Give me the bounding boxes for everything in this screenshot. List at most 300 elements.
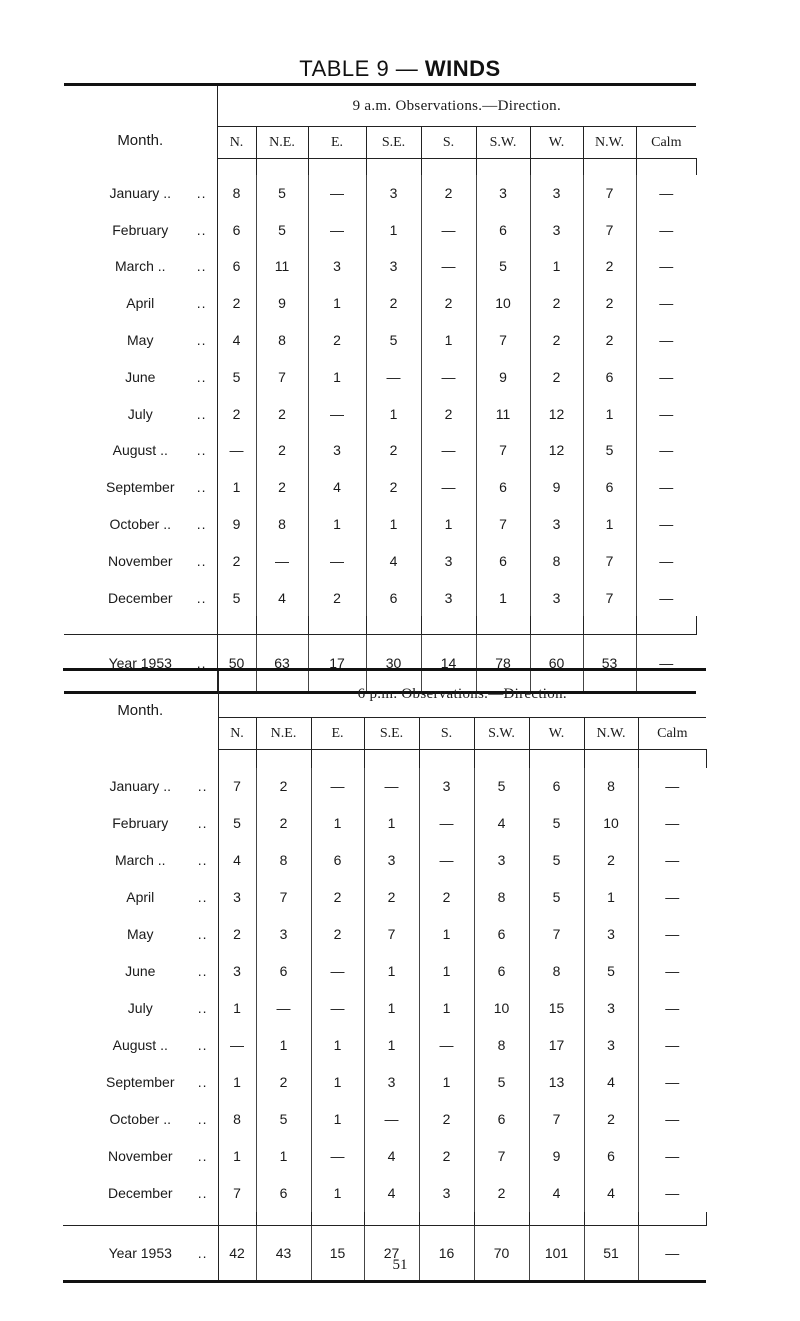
- leader-dots: ..: [197, 1245, 208, 1261]
- value-cell: 5: [529, 842, 584, 879]
- value-cell: 2: [233, 926, 241, 942]
- table-row: [64, 175, 696, 212]
- value-cell: 7: [583, 175, 636, 212]
- value-cell: 50: [217, 634, 256, 692]
- value-cell: 9: [530, 469, 583, 506]
- value-cell: 63: [256, 634, 308, 692]
- value-cell: 6: [311, 842, 364, 879]
- value-cell: —: [638, 1101, 706, 1138]
- value-cell: 7: [476, 432, 530, 469]
- value-cell: 1: [364, 1027, 419, 1064]
- table-row: [64, 358, 696, 395]
- value-cell: —: [636, 358, 696, 395]
- value-cell: 4: [584, 1064, 638, 1101]
- value-cell: 3: [530, 579, 583, 616]
- value-cell: 5: [256, 1101, 311, 1138]
- value-cell: 1: [366, 395, 421, 432]
- value-cell: —: [229, 442, 244, 459]
- leader-dots: ..: [197, 1074, 208, 1090]
- value-cell: —: [638, 1175, 706, 1212]
- value-cell: 2: [232, 295, 241, 312]
- value-cell: 17: [529, 1027, 584, 1064]
- value-cell: 1: [311, 1064, 364, 1101]
- value-cell: 6: [529, 768, 584, 805]
- value-cell: 11: [476, 395, 530, 432]
- value-cell: 3: [308, 248, 366, 285]
- value-cell: 60: [530, 634, 583, 692]
- leader-dots: ..: [196, 221, 207, 238]
- value-cell: 1: [233, 1074, 241, 1090]
- value-cell: 3: [366, 248, 421, 285]
- month-label: February: [112, 815, 169, 831]
- value-cell: —: [636, 469, 696, 506]
- value-cell: 6: [366, 579, 421, 616]
- value-cell: 2: [256, 395, 308, 432]
- value-cell: 8: [530, 542, 583, 579]
- month-cell: [63, 916, 218, 953]
- table-row: [63, 1175, 706, 1212]
- value-cell: 2: [530, 322, 583, 359]
- value-cell: 1: [364, 953, 419, 990]
- value-cell: 7: [583, 579, 636, 616]
- value-cell: 70: [474, 1226, 529, 1282]
- value-cell: 1: [364, 990, 419, 1027]
- value-cell: 8: [233, 1111, 241, 1127]
- value-cell: 7: [583, 542, 636, 579]
- value-cell: 10: [474, 990, 529, 1027]
- value-cell: 2: [256, 432, 308, 469]
- value-cell: 1: [366, 506, 421, 543]
- value-cell: 2: [232, 552, 241, 569]
- leader-dots: ..: [196, 332, 207, 349]
- value-cell: 14: [421, 634, 476, 692]
- value-cell: 2: [421, 285, 476, 322]
- value-cell: 1: [256, 1138, 311, 1175]
- value-cell: 3: [233, 889, 241, 905]
- month-cell: [63, 768, 218, 805]
- value-cell: 3: [584, 990, 638, 1027]
- value-cell: 101: [529, 1226, 584, 1282]
- value-cell: 2: [474, 1175, 529, 1212]
- value-cell: 1: [419, 953, 474, 990]
- column-header: S.E.: [364, 718, 419, 750]
- value-cell: 7: [529, 1101, 584, 1138]
- value-cell: 1: [311, 805, 364, 842]
- value-cell: 4: [256, 579, 308, 616]
- value-cell: 3: [233, 963, 241, 979]
- month-label: September: [106, 1074, 175, 1090]
- value-cell: 6: [474, 916, 529, 953]
- value-cell: —: [256, 990, 311, 1027]
- month-column-header: Month.: [63, 670, 218, 750]
- month-label: January ..: [109, 184, 171, 201]
- month-cell: [63, 1138, 218, 1175]
- spacer-row: [64, 616, 696, 634]
- value-cell: 2: [583, 248, 636, 285]
- leader-dots: ..: [197, 852, 208, 868]
- value-cell: —: [364, 1101, 419, 1138]
- month-label: February: [112, 221, 169, 238]
- value-cell: 3: [530, 506, 583, 543]
- value-cell: 2: [311, 879, 364, 916]
- value-cell: 9: [529, 1138, 584, 1175]
- value-cell: —: [421, 211, 476, 248]
- value-cell: 6: [476, 211, 530, 248]
- value-cell: 1: [311, 1027, 364, 1064]
- value-cell: 1: [419, 916, 474, 953]
- month-cell: [64, 285, 217, 322]
- column-header: N.W.: [584, 718, 638, 750]
- column-header: S.: [421, 127, 476, 159]
- spacer-row: [64, 159, 696, 175]
- value-cell: 8: [256, 322, 308, 359]
- value-cell: 9: [256, 285, 308, 322]
- value-cell: 6: [474, 1101, 529, 1138]
- leader-dots: ..: [196, 479, 207, 496]
- value-cell: 7: [233, 1185, 241, 1201]
- value-cell: 6: [583, 358, 636, 395]
- leader-dots: ..: [197, 778, 208, 794]
- value-cell: 6: [583, 469, 636, 506]
- value-cell: 3: [584, 1027, 638, 1064]
- value-cell: 1: [583, 395, 636, 432]
- value-cell: —: [636, 248, 696, 285]
- value-cell: —: [636, 175, 696, 212]
- value-cell: 5: [233, 815, 241, 831]
- value-cell: 8: [529, 953, 584, 990]
- table-row: [63, 1101, 706, 1138]
- value-cell: 2: [366, 285, 421, 322]
- value-cell: 2: [232, 405, 241, 422]
- column-header: S.W.: [474, 718, 529, 750]
- value-cell: 1: [308, 506, 366, 543]
- leader-dots: ..: [196, 442, 207, 459]
- value-cell: 5: [583, 432, 636, 469]
- value-cell: 3: [530, 175, 583, 212]
- value-cell: 1: [530, 248, 583, 285]
- value-cell: 3: [364, 1064, 419, 1101]
- value-cell: 4: [364, 1175, 419, 1212]
- value-cell: 2: [366, 432, 421, 469]
- value-cell: 1: [583, 506, 636, 543]
- value-cell: 1: [311, 1101, 364, 1138]
- table-body: [64, 159, 696, 693]
- table-9am-observations: [64, 83, 697, 694]
- leader-dots: ..: [197, 1111, 208, 1127]
- column-header: N.: [217, 127, 256, 159]
- leader-dots: ..: [196, 552, 207, 569]
- value-cell: —: [638, 842, 706, 879]
- value-cell: 2: [419, 879, 474, 916]
- value-cell: —: [419, 842, 474, 879]
- month-label: Year 1953: [108, 1245, 172, 1261]
- value-cell: —: [421, 432, 476, 469]
- title-prefix: TABLE 9 —: [299, 56, 425, 81]
- month-label: August ..: [112, 1037, 168, 1053]
- value-cell: 12: [530, 395, 583, 432]
- value-cell: —: [230, 1037, 244, 1053]
- leader-dots: ..: [197, 815, 208, 831]
- month-label: September: [106, 479, 175, 496]
- month-label: November: [107, 552, 173, 569]
- value-cell: 1: [419, 1064, 474, 1101]
- month-cell: [64, 395, 217, 432]
- value-cell: —: [308, 395, 366, 432]
- month-cell: [64, 211, 217, 248]
- leader-dots: ..: [196, 654, 207, 671]
- month-label: June: [125, 963, 156, 979]
- table-row: [64, 579, 696, 616]
- value-cell: —: [636, 322, 696, 359]
- value-cell: 4: [584, 1175, 638, 1212]
- month-label: January ..: [109, 778, 171, 794]
- value-cell: 2: [256, 768, 311, 805]
- month-label: May: [127, 926, 154, 942]
- value-cell: 6: [584, 1138, 638, 1175]
- value-cell: 7: [583, 211, 636, 248]
- value-cell: 8: [256, 842, 311, 879]
- value-cell: 2: [584, 842, 638, 879]
- table-row: [63, 1027, 706, 1064]
- value-cell: 43: [256, 1226, 311, 1282]
- leader-dots: ..: [197, 926, 208, 942]
- value-cell: —: [421, 248, 476, 285]
- value-cell: 2: [421, 395, 476, 432]
- value-cell: 7: [256, 879, 311, 916]
- value-cell: 3: [256, 916, 311, 953]
- table-row: [64, 285, 696, 322]
- value-cell: 6: [256, 953, 311, 990]
- value-cell: —: [311, 768, 364, 805]
- value-cell: 5: [366, 322, 421, 359]
- value-cell: 2: [308, 579, 366, 616]
- month-label: May: [127, 332, 154, 349]
- value-cell: —: [636, 579, 696, 616]
- value-cell: 2: [311, 916, 364, 953]
- month-cell: [64, 542, 217, 579]
- value-cell: —: [638, 805, 706, 842]
- month-column-header: Month.: [64, 85, 217, 159]
- value-cell: 3: [421, 579, 476, 616]
- table-row: [63, 990, 706, 1027]
- column-header: S.: [419, 718, 474, 750]
- month-cell: [64, 579, 217, 616]
- value-cell: —: [308, 211, 366, 248]
- table-row: [64, 506, 696, 543]
- value-cell: 42: [218, 1226, 256, 1282]
- value-cell: —: [311, 990, 364, 1027]
- column-header: Calm: [638, 718, 706, 750]
- value-cell: 5: [232, 589, 241, 606]
- value-cell: 11: [256, 248, 308, 285]
- value-cell: 3: [366, 175, 421, 212]
- table-row: [63, 916, 706, 953]
- leader-dots: ..: [196, 258, 207, 275]
- month-label: March ..: [114, 258, 166, 275]
- value-cell: —: [638, 879, 706, 916]
- value-cell: —: [638, 1226, 706, 1282]
- value-cell: 1: [311, 1175, 364, 1212]
- value-cell: 27: [364, 1226, 419, 1282]
- month-cell: [63, 1027, 218, 1064]
- value-cell: 53: [583, 634, 636, 692]
- month-cell: [64, 358, 217, 395]
- value-cell: —: [638, 953, 706, 990]
- table-row: [63, 879, 706, 916]
- value-cell: —: [638, 1027, 706, 1064]
- value-cell: 15: [529, 990, 584, 1027]
- value-cell: 3: [308, 432, 366, 469]
- value-cell: 3: [584, 916, 638, 953]
- value-cell: 8: [474, 1027, 529, 1064]
- month-label: Year 1953: [108, 654, 172, 671]
- column-header: N.E.: [256, 718, 311, 750]
- month-label: December: [107, 589, 173, 606]
- value-cell: —: [636, 285, 696, 322]
- value-cell: 5: [529, 805, 584, 842]
- month-label: July: [127, 1000, 153, 1016]
- leader-dots: ..: [197, 1148, 208, 1164]
- value-cell: 2: [419, 1138, 474, 1175]
- column-header: E.: [311, 718, 364, 750]
- leader-dots: ..: [196, 184, 207, 201]
- month-cell: [63, 842, 218, 879]
- page-title: [0, 56, 800, 82]
- value-cell: 3: [419, 1175, 474, 1212]
- observation-heading: 9 a.m. Observations.—Direction.: [352, 97, 562, 114]
- value-cell: 13: [529, 1064, 584, 1101]
- table-row: [64, 395, 696, 432]
- value-cell: 78: [476, 634, 530, 692]
- table-body: [63, 750, 706, 1282]
- value-cell: —: [421, 358, 476, 395]
- value-cell: 2: [419, 1101, 474, 1138]
- value-cell: 4: [233, 852, 241, 868]
- value-cell: 9: [476, 358, 530, 395]
- column-header: Calm: [636, 127, 696, 159]
- value-cell: 51: [584, 1226, 638, 1282]
- value-cell: 3: [364, 842, 419, 879]
- column-header: N.E.: [256, 127, 308, 159]
- month-label: July: [127, 405, 153, 422]
- value-cell: 3: [476, 175, 530, 212]
- value-cell: 8: [474, 879, 529, 916]
- column-header: S.E.: [366, 127, 421, 159]
- value-cell: —: [638, 1138, 706, 1175]
- month-label: April: [126, 889, 155, 905]
- value-cell: 17: [308, 634, 366, 692]
- value-cell: 7: [476, 322, 530, 359]
- column-header: W.: [529, 718, 584, 750]
- value-cell: —: [636, 506, 696, 543]
- leader-dots: ..: [196, 516, 207, 533]
- value-cell: 6: [474, 953, 529, 990]
- value-cell: 4: [366, 542, 421, 579]
- month-label: August ..: [112, 442, 168, 459]
- value-cell: 1: [421, 322, 476, 359]
- value-cell: —: [636, 395, 696, 432]
- table-row: [63, 805, 706, 842]
- title-bold: WINDS: [424, 56, 501, 81]
- value-cell: 5: [476, 248, 530, 285]
- value-cell: 1: [364, 805, 419, 842]
- leader-dots: ..: [196, 368, 207, 385]
- value-cell: 2: [584, 1101, 638, 1138]
- value-cell: 1: [476, 579, 530, 616]
- value-cell: —: [636, 542, 696, 579]
- value-cell: 2: [364, 879, 419, 916]
- table-row: [63, 842, 706, 879]
- table-row: [64, 432, 696, 469]
- table-row: [64, 542, 696, 579]
- value-cell: 9: [232, 516, 241, 533]
- month-label: April: [126, 295, 155, 312]
- table-row: [64, 211, 696, 248]
- leader-dots: ..: [197, 1000, 208, 1016]
- value-cell: 8: [584, 768, 638, 805]
- value-cell: 3: [530, 211, 583, 248]
- value-cell: 2: [366, 469, 421, 506]
- value-cell: —: [636, 211, 696, 248]
- spacer-row: [63, 1212, 706, 1226]
- value-cell: 3: [419, 768, 474, 805]
- month-cell: [64, 322, 217, 359]
- month-cell: [64, 469, 217, 506]
- value-cell: 3: [421, 542, 476, 579]
- value-cell: 7: [364, 916, 419, 953]
- month-cell: [63, 805, 218, 842]
- value-cell: 1: [308, 358, 366, 395]
- column-header: E.: [308, 127, 366, 159]
- column-header: W.: [530, 127, 583, 159]
- value-cell: 6: [232, 258, 241, 275]
- leader-dots: ..: [196, 405, 207, 422]
- table-row: [64, 469, 696, 506]
- page-number: 51: [392, 1257, 408, 1273]
- month-label: October ..: [109, 516, 171, 533]
- leader-dots: ..: [197, 963, 208, 979]
- value-cell: 2: [256, 469, 308, 506]
- value-cell: 1: [419, 990, 474, 1027]
- table-row: [63, 1138, 706, 1175]
- value-cell: 4: [308, 469, 366, 506]
- table-row: [63, 768, 706, 805]
- value-cell: 4: [364, 1138, 419, 1175]
- table-row: [63, 953, 706, 990]
- value-cell: 5: [256, 175, 308, 212]
- value-cell: 5: [584, 953, 638, 990]
- column-header: S.W.: [476, 127, 530, 159]
- value-cell: 5: [474, 768, 529, 805]
- month-label: December: [107, 1185, 173, 1201]
- table-row: [64, 248, 696, 285]
- value-cell: 10: [584, 805, 638, 842]
- table-row: [63, 1064, 706, 1101]
- value-cell: 2: [530, 358, 583, 395]
- leader-dots: ..: [197, 1037, 208, 1053]
- value-cell: —: [636, 432, 696, 469]
- value-cell: —: [256, 542, 308, 579]
- leader-dots: ..: [196, 589, 207, 606]
- value-cell: 5: [232, 368, 241, 385]
- value-cell: —: [638, 990, 706, 1027]
- month-cell: [63, 1101, 218, 1138]
- month-cell: [63, 1064, 218, 1101]
- month-cell: [64, 175, 217, 212]
- value-cell: 4: [474, 805, 529, 842]
- month-cell: [63, 1175, 218, 1212]
- value-cell: 2: [421, 175, 476, 212]
